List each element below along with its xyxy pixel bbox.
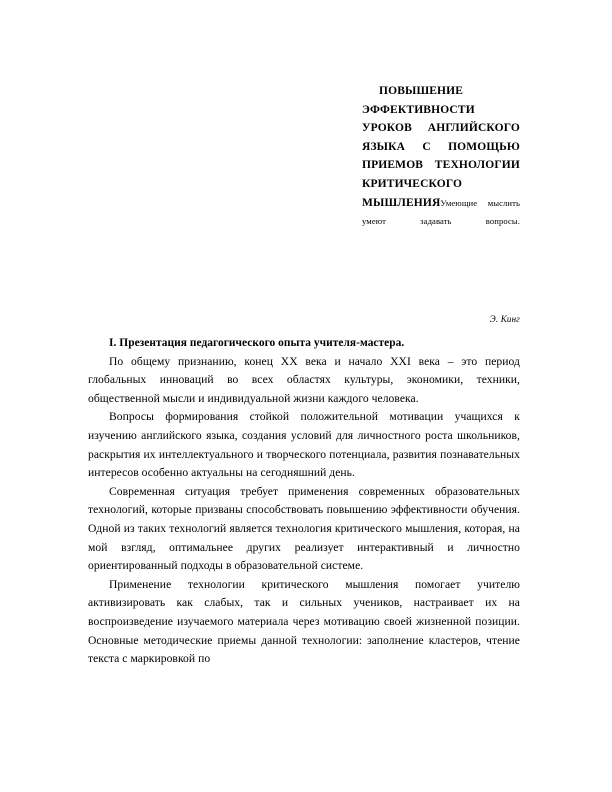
epigraph-text: Умеющие мыслить умеют задавать вопросы. bbox=[362, 197, 520, 227]
body-paragraph: Современная ситуация требует применения современных образовательных технологий, которые призваны способствовать повышению эффективности обучения. Одной из таких технологий является технология критического мышления, которая, на мой взгляд, оптимальнее других реализует интерактивный и личностно ориентированный подходы в образовательной системе. bbox=[88, 484, 520, 573]
title-block bbox=[362, 82, 520, 231]
section-heading: I. Презентация педагогического опыта учителя-мастера. bbox=[109, 337, 405, 349]
body-paragraph: По общему признанию, конец XX века и начало XXI века – это период глобальных инноваций во всех областях культуры, экономики, техники, общественной мысли и индивидуальной жизни каждого человека. bbox=[88, 354, 520, 405]
document-title-text: ПОВЫШЕНИЕ ЭФФЕКТИВНОСТИ УРОКОВ АНГЛИЙСКОГО ЯЗЫКА С ПОМОЩЬЮ ПРИЕМОВ ТЕХНОЛОГИИ КРИТИЧЕСКОГО МЫШЛЕНИЯ bbox=[362, 85, 520, 209]
body-column bbox=[88, 334, 520, 669]
body-paragraph: Применение технологии критического мышления помогает учителю активизировать как слабых, так и сильных учеников, настраивает их на воспроизведение изучаемого материала через мотивацию своей жизненной позиции. Основные методические приемы данной технологии: заполнение кластеров, чтение текста с маркировкой по bbox=[88, 577, 520, 666]
document-title bbox=[362, 82, 520, 231]
epigraph-attribution: Э. Кинг bbox=[489, 314, 520, 324]
body-paragraph: Вопросы формирования стойкой положительной мотивации учащихся к изучению английского языка, создания условий для личностного роста школьников, раскрытия их интеллектуального и творческого потенциала, развития познавательных интересов особенно актуальны на сегодняшний день. bbox=[88, 410, 520, 480]
